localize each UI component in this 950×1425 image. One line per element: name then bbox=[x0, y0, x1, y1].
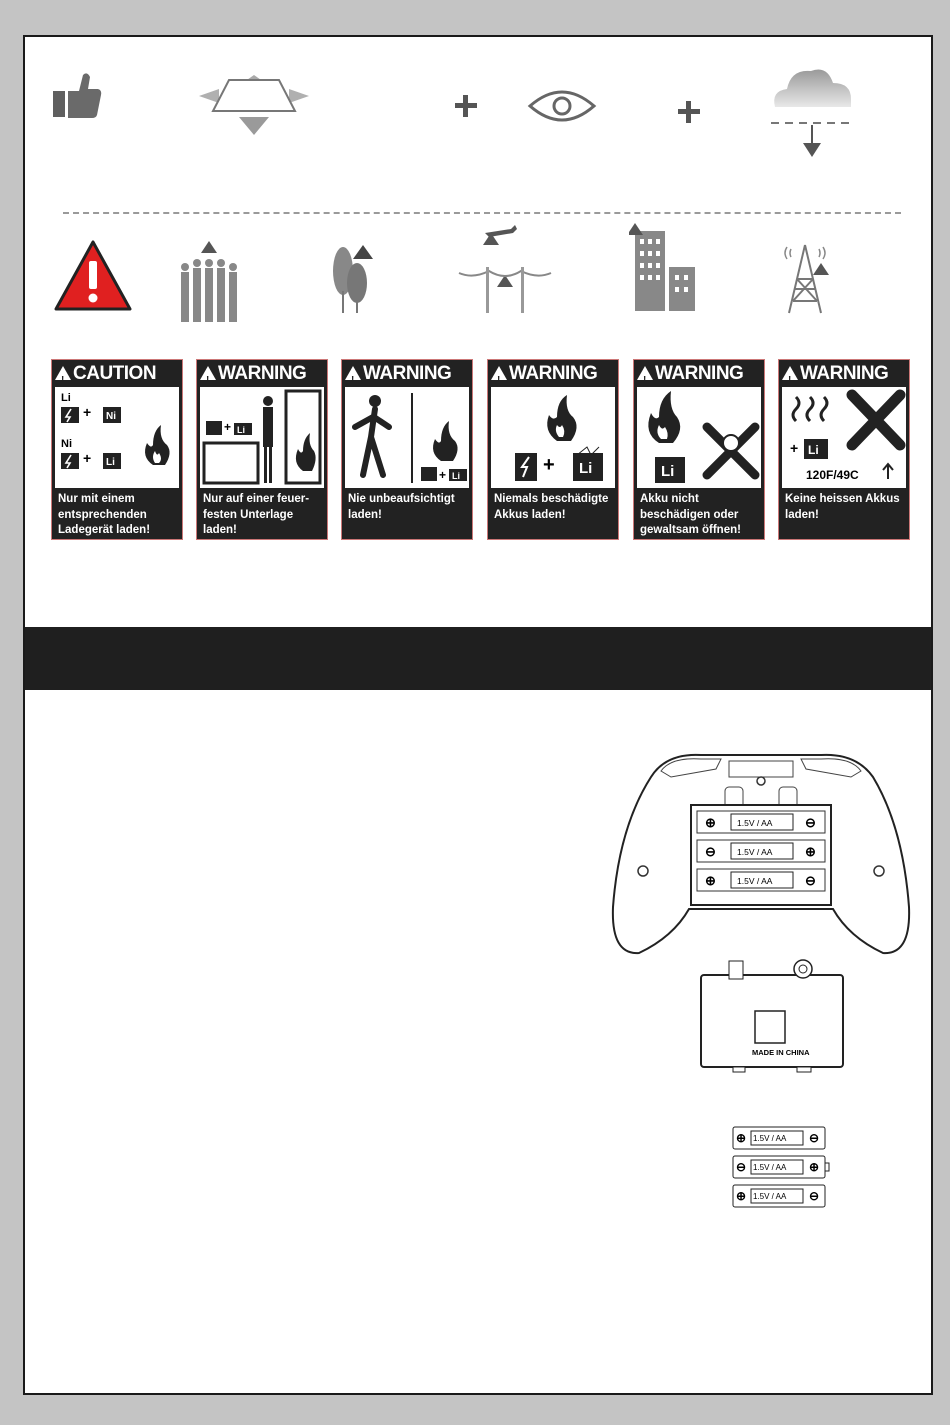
svg-text:⊖: ⊖ bbox=[805, 873, 816, 888]
section-header-bar bbox=[25, 627, 931, 690]
warning-triangle-icon bbox=[200, 366, 216, 380]
warning-card bbox=[633, 359, 765, 540]
svg-text:+: + bbox=[439, 468, 447, 482]
svg-text:⊕: ⊕ bbox=[736, 1131, 747, 1145]
warning-card bbox=[196, 359, 328, 540]
cover-text: MADE IN CHINA bbox=[752, 1048, 810, 1057]
card-caption: Akku nicht beschädigen oder gewaltsam öffnen! bbox=[640, 493, 741, 536]
flat-surface-icon bbox=[199, 75, 309, 137]
svg-text:⊕: ⊕ bbox=[809, 1160, 820, 1174]
warning-card bbox=[51, 359, 183, 540]
card-header: WARNING bbox=[655, 363, 744, 384]
svg-text:⊕: ⊕ bbox=[805, 844, 816, 859]
card-header: WARNING bbox=[218, 363, 307, 384]
cell-label: 1.5V / AA bbox=[737, 847, 773, 857]
chip-label: Ni bbox=[106, 411, 116, 422]
cell-label: 1.5V / AA bbox=[737, 876, 773, 886]
svg-text:⊖: ⊖ bbox=[736, 1160, 747, 1174]
section-divider bbox=[63, 212, 901, 214]
svg-text:+: + bbox=[83, 450, 92, 466]
buildings-icon bbox=[629, 223, 699, 313]
cell-label: 1.5V / AA bbox=[737, 818, 773, 828]
battery-cover bbox=[699, 955, 845, 1077]
warning-triangle-icon bbox=[345, 366, 361, 380]
card-caption: Keine heissen Akkus laden! bbox=[785, 493, 900, 521]
thumbs-up-icon bbox=[51, 71, 103, 121]
warning-triangle-icon bbox=[637, 366, 653, 380]
cell-label: 1.5V / AA bbox=[753, 1163, 787, 1172]
power-lines-airplane-icon bbox=[455, 223, 555, 315]
card-caption: Nur mit einem entsprechenden Ladegerät laden! bbox=[58, 493, 151, 536]
svg-text:⊕: ⊕ bbox=[736, 1189, 747, 1203]
trees-icon bbox=[331, 243, 375, 315]
card-header: WARNING bbox=[509, 363, 598, 384]
chip-label: Li bbox=[61, 392, 71, 404]
radio-tower-icon bbox=[781, 239, 829, 315]
cell-label: 1.5V / AA bbox=[753, 1134, 787, 1143]
warning-triangle-icon bbox=[53, 239, 133, 313]
cell-label: 1.5V / AA bbox=[753, 1192, 787, 1201]
warning-card bbox=[341, 359, 473, 540]
plus-icon bbox=[453, 93, 479, 119]
crowd-icon bbox=[177, 237, 241, 323]
chip-label: Li bbox=[237, 425, 245, 435]
manual-page bbox=[23, 35, 933, 1395]
card-caption: Nur auf einer feuer-festen Unterlage laden! bbox=[203, 493, 310, 536]
chip-label: Li bbox=[661, 463, 675, 480]
svg-text:+: + bbox=[224, 420, 232, 434]
warning-card bbox=[487, 359, 619, 540]
temperature-label: 120F/49C bbox=[806, 468, 859, 482]
warning-triangle-icon bbox=[491, 366, 507, 380]
card-header: WARNING bbox=[363, 363, 452, 384]
controller-battery-compartment bbox=[611, 747, 911, 959]
svg-text:⊕: ⊕ bbox=[705, 815, 716, 830]
svg-text:⊖: ⊖ bbox=[805, 815, 816, 830]
warning-card bbox=[778, 359, 910, 540]
card-caption: Nie unbeaufsichtigt laden! bbox=[348, 493, 455, 521]
warning-triangle-icon bbox=[782, 366, 798, 380]
aa-batteries bbox=[731, 1125, 831, 1211]
warning-triangle-icon bbox=[55, 366, 71, 380]
chip-label: Li bbox=[808, 443, 819, 457]
cloud-rain-icon bbox=[767, 61, 857, 161]
plus-icon bbox=[676, 99, 702, 125]
svg-text:⊖: ⊖ bbox=[705, 844, 716, 859]
chip-label: Li bbox=[452, 471, 460, 481]
svg-text:⊖: ⊖ bbox=[809, 1131, 820, 1145]
svg-text:+: + bbox=[83, 404, 92, 420]
card-header: WARNING bbox=[800, 363, 889, 384]
svg-text:⊕: ⊕ bbox=[705, 873, 716, 888]
card-caption: Niemals beschädigte Akkus laden! bbox=[494, 493, 609, 521]
svg-text:⊖: ⊖ bbox=[809, 1189, 820, 1203]
svg-text:+: + bbox=[543, 454, 555, 476]
chip-label: Li bbox=[579, 460, 593, 477]
eye-icon bbox=[527, 86, 597, 126]
card-header: CAUTION bbox=[73, 363, 157, 384]
svg-text:+: + bbox=[790, 440, 799, 456]
chip-label: Ni bbox=[61, 438, 72, 450]
chip-label: Li bbox=[106, 457, 115, 468]
